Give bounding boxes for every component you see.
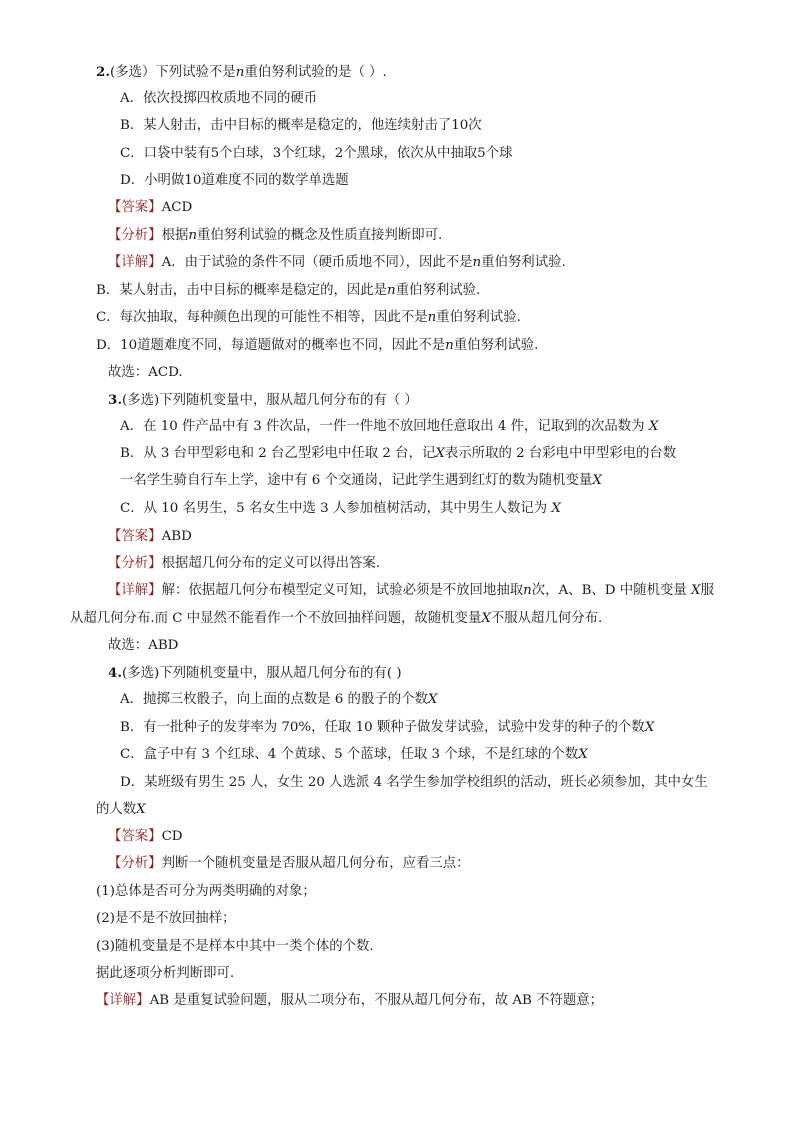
- q4-option-d-cont: 的人数X: [96, 802, 146, 817]
- q4-point-1: (1)总体是否可分为两类明确的对象；: [96, 884, 316, 899]
- q4-option-c: C．盒子中有 3 个红球、4 个黄球、5 个蓝球，任取 3 个球，不是红球的个数X: [120, 747, 588, 762]
- analysis-label: 【分析】: [108, 228, 162, 243]
- answer-label: 【答案】: [108, 200, 162, 215]
- q2-detail-c: C．每次抽取，每种颜色出现的可能性不相等，因此不是n重伯努利试验.: [96, 310, 521, 325]
- q3-detail-1: 【详解】解：依据超几何分布模型定义可知，试验必须是不放回地抽取n次，A、B、D 中随机变量 X服: [108, 583, 714, 598]
- q3-option-b: B．从 3 台甲型彩电和 2 台乙型彩电中任取 2 台，记X表示所取的 2 台彩电中甲型彩电的台数: [120, 446, 677, 461]
- q3-stem: 3.(多选)下列随机变量中，服从超几何分布的有（ ）: [108, 392, 418, 408]
- q3-option-a: A．在 10 件产品中有 3 件次品，一件一件地不放回地任意取出 4 件，记取到的次品数为 X: [120, 419, 659, 434]
- analysis-label: 【分析】: [108, 856, 162, 871]
- answer-label: 【答案】: [108, 529, 162, 544]
- q3-option-extra: 一名学生骑自行车上学，途中有 6 个交通岗，记此学生遇到红灯的数为随机变量X: [120, 473, 602, 488]
- q4-option-b: B．有一批种子的发芽率为 70%，任取 10 颗种子做发芽试验，试验中发芽的种子的个数X: [120, 720, 655, 735]
- q3-answer: 【答案】ABD: [108, 529, 192, 544]
- q4-answer: 【答案】CD: [108, 829, 183, 844]
- q3-detail-2: 从超几何分布.而 C 中显然不能看作一个不放回抽样问题，故随机变量X不服从超几何分布.: [70, 611, 603, 626]
- q4-point-3: (3)随机变量是不是样本中其中一类个体的个数.: [96, 939, 374, 954]
- q2-detail-a: 【详解】A．由于试验的条件不同（硬币质地不同），因此不是n重伯努利试验.: [108, 255, 566, 270]
- q2-stem: 2.(多选）下列试验不是n重伯努利试验的是（ ）.: [96, 64, 387, 80]
- q2-option-d: D．小明做10道难度不同的数学单选题: [120, 173, 349, 188]
- q3-option-c: C．从 10 名男生，5 名女生中选 3 人参加植树活动，其中男生人数记为 X: [120, 501, 561, 516]
- q2-option-b: B．某人射击，击中目标的概率是稳定的，他连续射击了10次: [120, 118, 482, 133]
- q4-stem: 4.(多选)下列随机变量中，服从超几何分布的有( ): [108, 665, 402, 681]
- detail-label: 【详解】: [108, 583, 162, 598]
- detail-label: 【详解】: [96, 993, 150, 1008]
- q2-detail-b: B．某人射击，击中目标的概率是稳定的，因此是n重伯努利试验.: [96, 283, 481, 298]
- q4-option-a: A．抛掷三枚骰子，向上面的点数是 6 的骰子的个数X: [120, 692, 438, 707]
- q4-number: 4.: [108, 665, 122, 681]
- q3-conclusion: 故选：ABD: [108, 638, 179, 653]
- q2-option-a: A．依次投掷四枚质地不同的硬币: [120, 91, 318, 106]
- q2-detail-d: D．10道题难度不同，每道题做对的概率也不同，因此不是n重伯努利试验.: [96, 338, 539, 353]
- q4-option-d: D．某班级有男生 25 人，女生 20 人选派 4 名学生参加学校组织的活动，班长必须参加，其中女生: [120, 775, 708, 790]
- detail-label: 【详解】: [108, 255, 162, 270]
- q2-analysis: 【分析】根据n重伯努利试验的概念及性质直接判断即可.: [108, 228, 443, 243]
- q2-option-c: C．口袋中装有5个白球，3个红球，2个黑球，依次从中抽取5个球: [120, 146, 513, 161]
- q2-number: 2.: [96, 64, 110, 80]
- q2-answer: 【答案】ACD: [108, 200, 193, 215]
- q3-analysis: 【分析】根据超几何分布的定义可以得出答案.: [108, 556, 381, 571]
- answer-label: 【答案】: [108, 829, 162, 844]
- q3-number: 3.: [108, 392, 122, 408]
- analysis-label: 【分析】: [108, 556, 162, 571]
- q4-analysis: 【分析】判断一个随机变量是否服从超几何分布，应看三点：: [108, 856, 470, 871]
- q4-detail: 【详解】AB 是重复试验问题，服从二项分布，不服从超几何分布，故 AB 不符题意；: [96, 993, 604, 1008]
- q2-conclusion: 故选：ACD.: [108, 365, 183, 380]
- q4-point-2: (2)是不是不放回抽样；: [96, 911, 236, 926]
- q4-summary: 据此逐项分析判断即可.: [96, 966, 235, 981]
